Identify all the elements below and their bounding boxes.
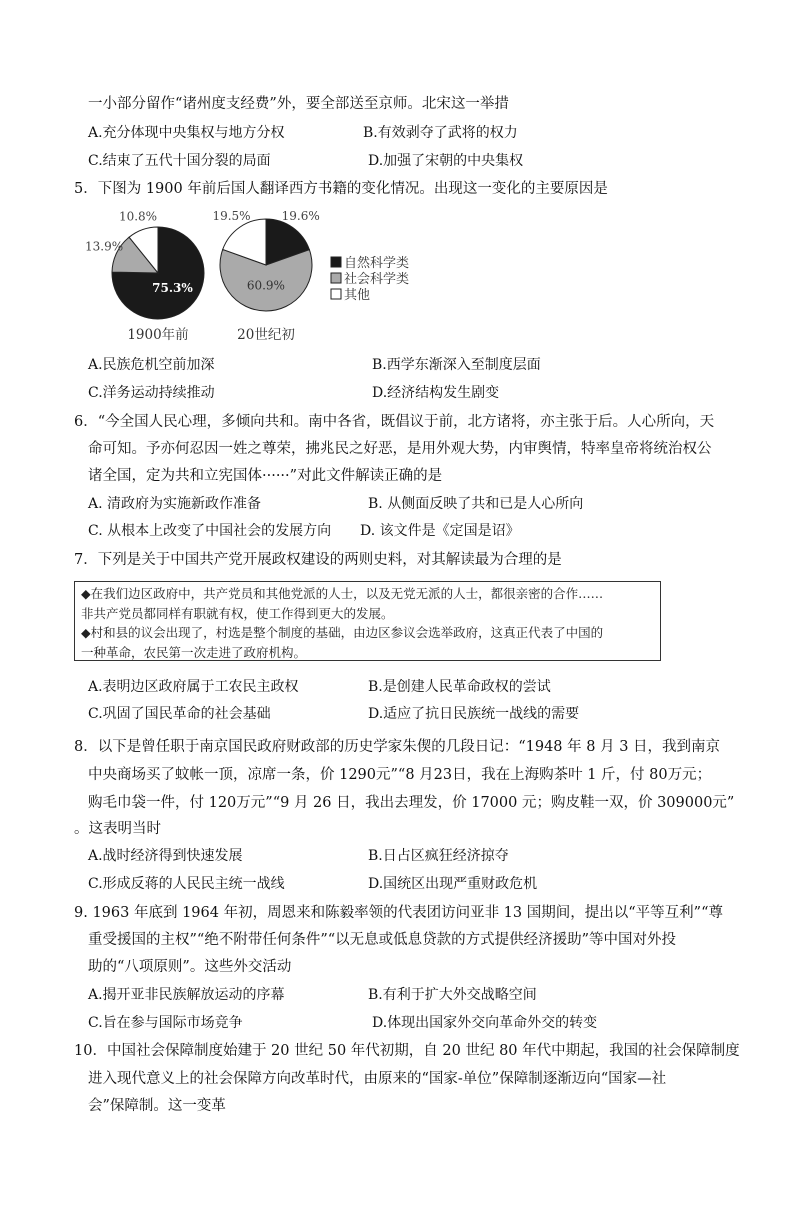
q9-option-d[interactable]: D.体现出国家外交向革命外交的转变 <box>372 1015 598 1031</box>
q7-source-box <box>74 581 661 661</box>
pie-1-value-label-2: 13.9% <box>85 239 124 254</box>
q4-option-d[interactable]: D.加强了宋朝的中央集权 <box>368 153 524 169</box>
q9-option-b[interactable]: B.有利于扩大外交战略空间 <box>368 987 537 1003</box>
pie-2-value-label-1: 19.6% <box>281 209 320 223</box>
q9-stem-line-1: 9. 1963 年底到 1964 年初，周恩来和陈毅率领的代表团访问亚非 13 国期间，提出以“平等互利”“尊 <box>74 905 723 921</box>
q8-option-c[interactable]: C.形成反蒋的人民民主统一战线 <box>88 876 285 892</box>
q5-stem: 5．下图为 1900 年前后国人翻译西方书籍的变化情况。出现这一变化的主要原因是 <box>74 181 608 197</box>
q4-option-a[interactable]: A.充分体现中央集权与地方分权 <box>88 125 285 141</box>
legend-label-2: 社会科学类 <box>344 272 410 287</box>
pie-1-value-label-3: 10.8% <box>118 209 158 224</box>
pie-1-value-label-1: 75.3% <box>152 280 193 295</box>
q5-option-a[interactable]: A.民族危机空前加深 <box>88 357 215 373</box>
q6-option-c[interactable]: C. 从根本上改变了中国社会的发展方向 <box>88 523 332 539</box>
q7-source-line-1: ◆在我们边区政府中，共产党员和其他党派的人士，以及无党无派的人士，都很亲密的合作…… <box>81 586 604 601</box>
q9-option-c[interactable]: C.旨在参与国际市场竞争 <box>88 1015 243 1031</box>
pie-2-value-label-2: 60.9% <box>246 278 285 293</box>
q9-stem-line-2: 重受援国的主权”“绝不附带任何条件”“以无息或低息贷款的方式提供经济援助”等中国对外投 <box>88 932 677 948</box>
q7-stem: 7．下列是关于中国共产党开展政权建设的两则史料，对其解读最为合理的是 <box>74 552 562 568</box>
q7-source-line-3: ◆村和县的议会出现了，村选是整个制度的基础，由边区参议会选举政府，这真正代表了中国的 <box>81 625 604 640</box>
q8-option-a[interactable]: A.战时经济得到快速发展 <box>88 848 243 864</box>
pie-1-caption: 1900年前 <box>127 327 189 343</box>
q7-option-d[interactable]: D.适应了抗日民族统一战线的需要 <box>368 706 580 722</box>
q8-stem-line-4: 。这表明当时 <box>74 821 161 837</box>
pie-2-caption: 20世纪初 <box>237 327 295 343</box>
q6-stem-line-3: 诸全国，定为共和立宪国体······”对此文件解读正确的是 <box>88 468 443 484</box>
pie-2-value-label-3: 19.5% <box>212 208 251 223</box>
q4-option-c[interactable]: C.结束了五代十国分裂的局面 <box>88 153 271 169</box>
q10-stem-line-2: 进入现代意义上的社会保障方向改革时代，由原来的“国家-单位”保障制逐渐迈向“国家—社 <box>88 1071 667 1087</box>
q6-stem-line-1: 6．“今全国人民心理，多倾向共和。南中各省，既倡议于前，北方诸将，亦主张于后。人心所向，天 <box>74 414 715 430</box>
q6-option-d[interactable]: D. 该文件是《定国是诏》 <box>360 523 520 539</box>
q8-stem-line-2: 中央商场买了蚊帐一顶，凉席一条，价 1290元”“8 月23日，我在上海购茶叶 1 斤，付 80万元； <box>88 767 712 783</box>
legend-swatch-2 <box>331 273 341 283</box>
q8-stem-line-1: 8．以下是曾任职于南京国民政府财政部的历史学家朱偰的几段日记：“1948 年 8 月 3 日，我到南京 <box>74 739 721 755</box>
q6-option-a[interactable]: A. 清政府为实施新政作准备 <box>88 496 262 512</box>
q6-option-b[interactable]: B. 从侧面反映了共和已是人心所向 <box>368 496 584 512</box>
q8-stem-line-3: 购毛巾袋一件，付 120万元”“9 月 26 日，我出去理发，价 17000 元；购皮鞋一双，价 309000元” <box>88 795 735 811</box>
q8-option-d[interactable]: D.国统区出现严重财政危机 <box>368 876 538 892</box>
legend-label-1: 自然科学类 <box>344 256 410 271</box>
q7-option-c[interactable]: C.巩固了国民革命的社会基础 <box>88 706 271 722</box>
q5-option-c[interactable]: C.洋务运动持续推动 <box>88 385 215 401</box>
q8-option-b[interactable]: B.日占区疯狂经济掠夺 <box>368 848 509 864</box>
q7-option-a[interactable]: A.表明边区政府属于工农民主政权 <box>88 679 299 695</box>
legend-label-3: 其他 <box>344 288 371 303</box>
q10-stem-line-3: 会”保障制。这一变革 <box>88 1098 226 1114</box>
q9-stem-line-3: 助的“八项原则”。这些外交活动 <box>88 959 292 975</box>
q4-option-b[interactable]: B.有效剥夺了武将的权力 <box>363 125 518 141</box>
legend-swatch-3 <box>331 289 341 299</box>
q9-option-a[interactable]: A.揭开亚非民族解放运动的序幕 <box>88 987 285 1003</box>
q7-option-b[interactable]: B.是创建人民革命政权的尝试 <box>368 679 551 695</box>
q5-option-d[interactable]: D.经济结构发生剧变 <box>372 385 500 401</box>
legend-swatch-1 <box>331 257 341 267</box>
q6-stem-line-2: 命可知。予亦何忍因一姓之尊荣，拂兆民之好恶，是用外观大势，内审舆情，特率皇帝将统治权公 <box>88 441 712 457</box>
pie-chart-figure <box>70 203 430 345</box>
q5-option-b[interactable]: B.西学东渐深入至制度层面 <box>372 357 541 373</box>
q7-source-line-4: 一种革命，农民第一次走进了政府机构。 <box>81 644 307 660</box>
q7-source-line-2: 非共产党员都同样有职就有权，使工作得到更大的发展。 <box>81 605 394 621</box>
q10-stem-line-1: 10．中国社会保障制度始建于 20 世纪 50 年代初期，自 20 世纪 80 年代中期起，我国的社会保障制度 <box>74 1043 740 1059</box>
q4-stem-tail: 一小部分留作“诸州度支经费”外，要全部送至京师。北宋这一举措 <box>88 96 509 112</box>
